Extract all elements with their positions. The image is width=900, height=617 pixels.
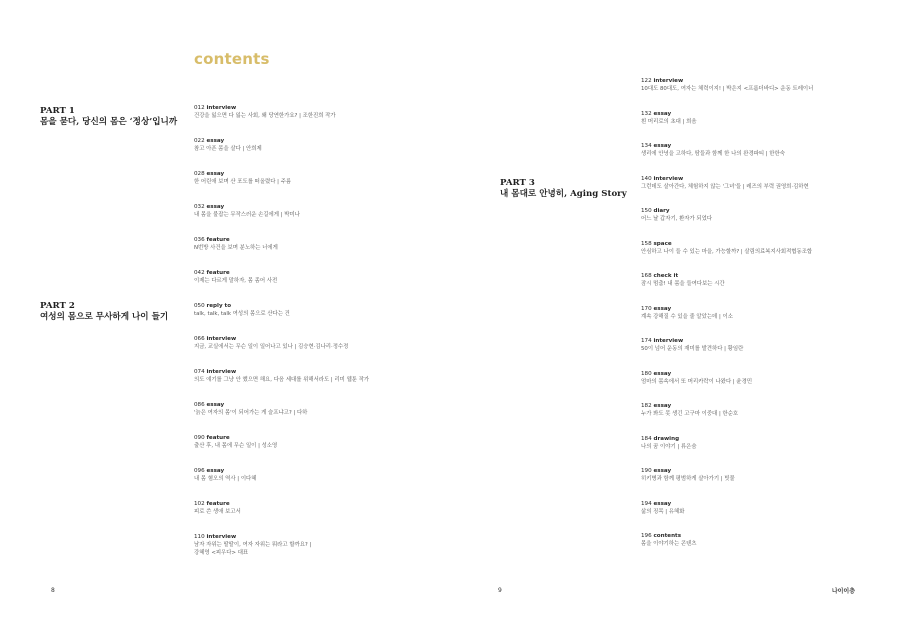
toc-entry-title: talk, talk, talk 여성의 몸으로 산다는 건 — [194, 311, 290, 317]
toc-page-number: 168 — [641, 273, 652, 279]
toc-page-number: 102 — [194, 501, 205, 507]
toc-entry-header — [194, 203, 434, 211]
toc-entry — [641, 337, 881, 353]
toc-page-number: 174 — [641, 338, 652, 344]
toc-page-number: 090 — [194, 435, 205, 441]
toc-entry-title: 남자 자위는 딸딸이, 여자 자위는 뭐라고 할까요? | — [194, 542, 312, 548]
part-number: PART 3 — [500, 178, 535, 188]
toc-entry-type: reply to — [206, 303, 232, 309]
toc-entry — [194, 302, 434, 318]
toc-entry-header — [641, 500, 881, 508]
toc-entry-title: 한 어린애 보며 산 포도를 떠올렸다 | 주름 — [194, 179, 292, 185]
toc-page-number: 132 — [641, 110, 652, 117]
toc-page-number: 196 — [641, 533, 652, 539]
part-number: PART 1 — [40, 106, 75, 116]
toc-page-number: 050 — [194, 303, 205, 309]
toc-entry — [641, 110, 881, 126]
toc-entry — [641, 500, 881, 516]
toc-entry — [194, 203, 434, 219]
toc-entry-type: contents — [653, 533, 682, 539]
toc-page-number: 042 — [194, 270, 205, 276]
toc-entry-title: 어느 날 갑자기, 환자가 되었다 — [641, 216, 713, 222]
toc-entry-header — [641, 305, 881, 313]
toc-entry-title: 내 몸 혐오의 역사 | 이다혜 — [194, 476, 257, 482]
toc-page-number: 150 — [641, 208, 652, 214]
toc-page-number: 190 — [641, 468, 652, 474]
toc-entry-type: space — [653, 240, 672, 247]
toc-entry-title: N번방 사건을 보며 분노하는 너에게 — [194, 245, 278, 251]
toc-entry-title: 지금, 교실에서는 무슨 일이 일어나고 있나 | 김승현·김나리·정수정 — [194, 344, 349, 350]
toc-entry-header — [194, 269, 434, 277]
toc-entry-type: essay — [653, 500, 672, 507]
toc-page-number: 184 — [641, 435, 652, 442]
toc-entry-header — [641, 435, 881, 443]
toc-entry-title: '늙은 여자의 몸'이 되어가는 게 슬프냐고? | 다하 — [194, 410, 308, 416]
toc-entry-type: essay — [206, 171, 225, 177]
toc-entry — [641, 272, 881, 288]
toc-entry — [641, 142, 881, 158]
toc-entry-type: essay — [206, 204, 225, 210]
toc-entry-header — [641, 142, 881, 150]
toc-entry-title: 이제는 다르게 말하자, 몸 좀어 사전 — [194, 278, 278, 284]
toc-entry — [641, 77, 881, 93]
toc-entry-title: 피로 쓴 생애 보고서 — [194, 509, 241, 515]
toc-entry-type: check it — [653, 273, 679, 279]
toc-entry-header — [641, 175, 881, 183]
toc-entry — [194, 335, 434, 351]
part-1-heading — [40, 106, 177, 128]
page-number-left: 8 — [51, 587, 55, 594]
toc-entry-title: 나의 꿈 이야기 | 류은숨 — [641, 443, 697, 450]
toc-entry-type: feature — [206, 501, 230, 507]
toc-entry-type: interview — [206, 336, 237, 342]
toc-entry — [194, 533, 434, 558]
part-title: 여성의 몸으로 무사하게 나이 들기 — [40, 312, 169, 322]
toc-page-number: 086 — [194, 402, 205, 408]
toc-entry-type: essay — [653, 370, 672, 377]
page-number-right: 9 — [498, 587, 502, 594]
toc-page-number: 036 — [194, 237, 205, 243]
toc-page-number: 074 — [194, 369, 205, 375]
toc-entry-header — [194, 302, 434, 310]
toc-entry-title: 삶의 징목 | 유혜화 — [641, 508, 685, 515]
toc-entry-type: interview — [653, 338, 684, 344]
toc-entry — [641, 370, 881, 386]
toc-page-number: 066 — [194, 336, 205, 342]
toc-entry-title: 그런데도 살아간다, 체험하지 않는 '그녀'들 | 레즈의 부력 권영희·김하현 — [641, 183, 809, 190]
toc-page-number: 022 — [194, 138, 205, 144]
toc-entry-type: interview — [206, 369, 237, 375]
toc-entry-type: interview — [206, 534, 237, 540]
toc-page-number: 110 — [194, 534, 205, 540]
toc-entry-header — [641, 532, 881, 540]
toc-page-number: 134 — [641, 143, 652, 149]
toc-entry — [641, 240, 881, 256]
toc-entry-type: essay — [653, 305, 672, 312]
toc-entry — [194, 401, 434, 417]
toc-entry-title: 생리에 안녕을 고하다, 땀들과 함께 한 나의 완경파티 | 한한숙 — [641, 151, 785, 157]
magazine-brand: 나이이층 — [831, 588, 855, 595]
toc-entry — [194, 368, 434, 384]
toc-entry-title: 의도 얘기를 그냥 안 했으면 해요, 다음 세대를 위해서라도 | 리미 웹툰 작가 — [194, 377, 370, 383]
toc-entry-header — [194, 434, 434, 442]
toc-entry-type: essay — [653, 403, 672, 409]
part-title: 내 몸대로 안녕히, Aging Story — [500, 189, 627, 199]
toc-page-number: 170 — [641, 305, 652, 312]
toc-entry-title: 출산 후, 내 몸에 무슨 일이 | 성소영 — [194, 443, 278, 449]
toc-entry-header — [194, 467, 434, 475]
toc-entry — [194, 236, 434, 252]
toc-entry-header — [194, 533, 434, 541]
toc-page-number: 194 — [641, 500, 652, 507]
toc-entry-header — [641, 370, 881, 378]
toc-entry-type: essay — [653, 468, 672, 474]
toc-entry — [641, 207, 881, 223]
toc-entry — [641, 467, 881, 483]
toc-entry-header — [194, 104, 434, 112]
toc-page-number: 032 — [194, 204, 205, 210]
toc-page-number: 012 — [194, 105, 205, 111]
toc-entry-header — [194, 137, 434, 145]
toc-entry — [641, 305, 881, 321]
toc-entry — [641, 175, 881, 191]
toc-entry-title: 계속 강해질 수 있을 줄 알았는데 | 이소 — [641, 313, 733, 320]
toc-entry-header — [194, 236, 434, 244]
toc-entry-header — [641, 272, 881, 280]
toc-entry-header — [641, 337, 881, 345]
toc-entry-title: 흰 머리로의 초대 | 희음 — [641, 118, 697, 125]
toc-page-number: 096 — [194, 468, 205, 474]
toc-page-number: 180 — [641, 370, 652, 377]
part-number: PART 2 — [40, 301, 75, 311]
toc-entry-title: 잠시 멈춤! 내 몸을 들여다보는 시간 — [641, 281, 725, 287]
toc-entry — [194, 269, 434, 285]
toc-entry — [194, 500, 434, 516]
toc-entry-title: 내 몸을 불잡는 무작스러운 손길에게 | 박미나 — [194, 212, 300, 218]
toc-entry-title: 건강을 잃으면 다 잃는 사회, 왜 당연한가요? | 조한진희 작가 — [194, 113, 336, 119]
toc-entry-type: diary — [653, 208, 670, 214]
toc-entry — [641, 435, 881, 451]
toc-entry-title: 누가 봐도 못 생긴 고구마 이중대 | 한순호 — [641, 411, 739, 417]
toc-entry — [194, 467, 434, 483]
toc-entry-type: drawing — [653, 435, 680, 442]
toc-entry-header — [194, 335, 434, 343]
toc-page-number: 158 — [641, 240, 652, 247]
toc-entry-header — [641, 77, 881, 85]
toc-entry-header — [194, 401, 434, 409]
toc-entry-title: 엄마의 몸속에서 또 머리카락이 나왔다 | 윤경민 — [641, 378, 753, 385]
toc-entry-header — [641, 467, 881, 475]
toc-entry-type: feature — [206, 435, 230, 441]
toc-entry-header — [641, 207, 881, 215]
part-3-heading — [500, 178, 627, 200]
toc-entry-type: feature — [206, 237, 230, 243]
toc-entry — [194, 170, 434, 186]
toc-page-number: 122 — [641, 78, 652, 84]
toc-page-number: 182 — [641, 403, 652, 409]
toc-entry-type: essay — [653, 110, 672, 117]
toc-entry — [194, 434, 434, 450]
toc-entry-type: feature — [206, 270, 230, 276]
toc-entry-title: 50이 넘어 운동의 재미를 발견하다 | 황임란 — [641, 346, 744, 352]
toc-entry-header — [641, 402, 881, 410]
toc-entry-title: 몸을 이야기하는 콘텐츠 — [641, 541, 697, 547]
toc-entry-type: essay — [206, 402, 225, 408]
toc-entry-type: interview — [653, 175, 684, 182]
toc-entry-header — [194, 500, 434, 508]
toc-entry-title: 안심하고 나이 들 수 있는 마을, 가능할까? | 살림의료복지사회적협동조합 — [641, 248, 813, 255]
toc-entry-type: essay — [206, 138, 225, 144]
toc-entry-type: interview — [206, 105, 237, 111]
contents-heading: contents — [194, 50, 270, 68]
toc-entry-title: 히키병과 함께 평범하게 살아가기 | 빗물 — [641, 476, 735, 482]
toc-entry-type: essay — [206, 468, 225, 474]
toc-entry-title: 10대도 80대도, 여자는 체력이지! | 박은지 <프롬더바디> 운동 트레이너 — [641, 86, 814, 92]
toc-entry — [641, 532, 881, 548]
toc-entry-title: 참고 아픈 몸을 살다 | 안희제 — [194, 146, 262, 152]
toc-entry-header — [641, 240, 881, 248]
toc-entry-type: interview — [653, 78, 684, 84]
toc-entry-header — [641, 110, 881, 118]
toc-entry — [641, 402, 881, 418]
toc-page-number: 028 — [194, 171, 205, 177]
toc-page-number: 140 — [641, 175, 652, 182]
toc-entry-title: 강혜영 <피우다> 대표 — [194, 550, 249, 557]
toc-entry-header — [194, 170, 434, 178]
toc-entry — [194, 137, 434, 153]
toc-entry-header — [194, 368, 434, 376]
toc-entry — [194, 104, 434, 120]
part-2-heading — [40, 301, 168, 323]
toc-entry-type: essay — [653, 143, 672, 149]
part-title: 몸을 묻다, 당신의 몸은 ‘정상’입니까 — [40, 117, 178, 127]
